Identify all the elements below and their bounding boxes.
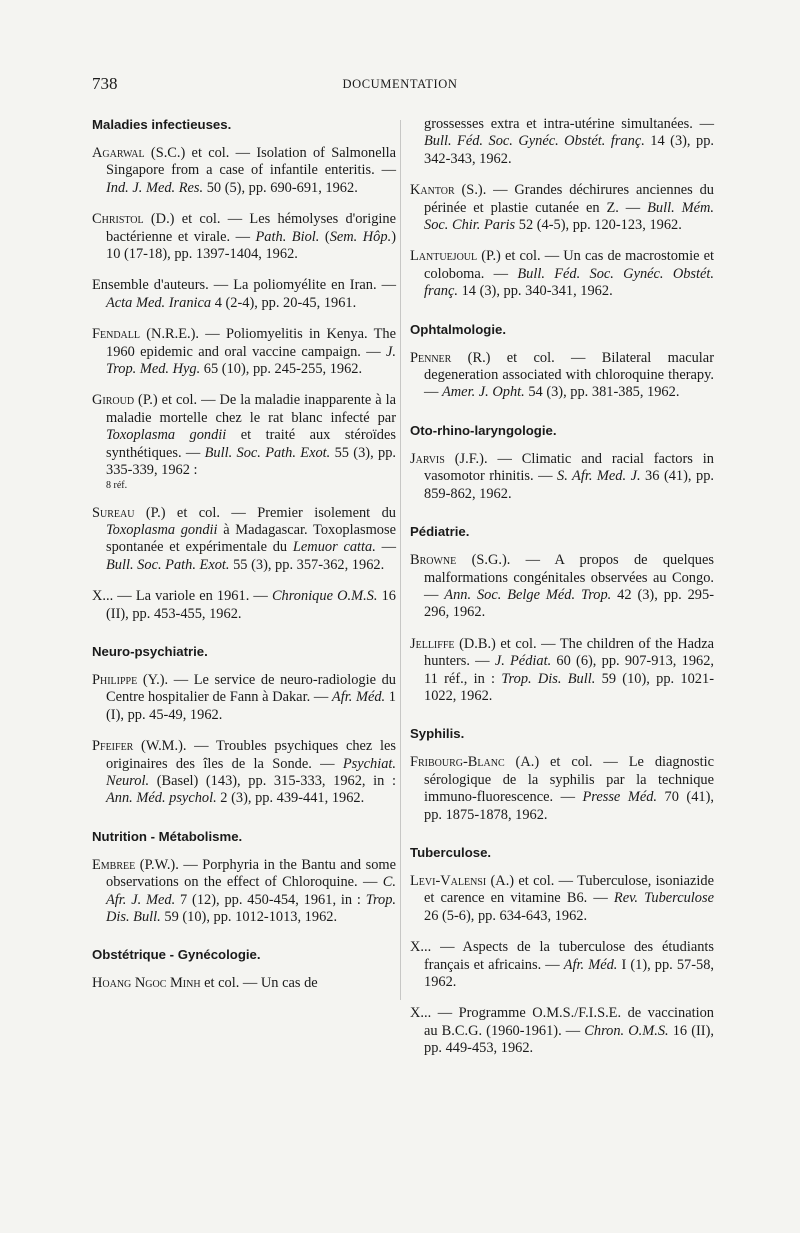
journal: Chronique O.M.S. (271, 588, 378, 605)
journal: Sem. Hôp. (329, 228, 392, 245)
entry-text: 59 (10), pp. 1021-1022, 1962. (424, 670, 714, 704)
reference-entry (410, 636, 714, 706)
journal: Bull. Soc. Path. Exot. (204, 444, 331, 461)
section-heading: Pédiatrie. (410, 524, 470, 540)
entry-text: I (1), pp. 57-58, 1962. (424, 956, 715, 990)
journal: Bull. Féd. Soc. Gynéc. Obstét. franç. (424, 133, 645, 150)
species-name: Toxoplasma gondii (106, 427, 227, 444)
author: Fendall (92, 326, 140, 343)
author: Jelliffe (410, 635, 455, 652)
journal: Amer. J. Opht. (442, 384, 525, 401)
author: Kantor (410, 182, 455, 199)
journal: Chron. O.M.S. (584, 1022, 669, 1039)
entry-text: (P.W.). — Porphyria in the Bantu and some observations on the effect of Chloroquine. — (106, 856, 396, 891)
entry-text: 2 (3), pp. 439-441, 1962. (216, 790, 365, 807)
journal: Trop. Dis. Bull. (501, 670, 596, 687)
reference-entry (410, 1005, 714, 1057)
reference-entry (92, 392, 396, 490)
journal: Bull. Féd. Soc. Gynéc. Obstét. franç. (424, 265, 714, 300)
author: Levi-Valensi (410, 872, 487, 889)
left-column (92, 116, 396, 1007)
entry-text: 16 (II), pp. 453-455, 1962. (106, 588, 396, 622)
entry-text: ) 10 (17-18), pp. 1397-1404, 1962. (106, 228, 396, 263)
entry-text: à Madagascar. Toxoplasmose spontanée et expérimentale du (106, 521, 396, 556)
reference-entry (92, 588, 396, 623)
section-heading: Nutrition - Métabolisme. (92, 828, 243, 844)
author: Lantuejoul (410, 248, 478, 265)
reference-entry (410, 248, 714, 300)
entry-text: 55 (3), pp. 335-339, 1962 : (106, 444, 396, 479)
author: Browne (410, 552, 457, 569)
journal: Psychiat. Neurol. (106, 755, 396, 789)
entry-text: (S.C.) et col. — Isolation of Salmonella Singapore from a case of infantile enteritis. — (106, 145, 396, 179)
entry-text: (P.) et col. — Un cas de macrostomie et coloboma. — (424, 248, 714, 282)
entry-text: 42 (3), pp. 295-296, 1962. (424, 586, 714, 621)
entry-text: 26 (5-6), pp. 634-643, 1962. (424, 907, 588, 924)
entry-text: 16 (II), pp. 449-453, 1962. (424, 1022, 714, 1057)
entry-text: (W.M.). — Troubles psychiques chez les originaires des îles de la Sonde. — (106, 738, 396, 772)
section-heading: Tuberculose. (410, 844, 492, 860)
entry-text: — (375, 539, 396, 556)
entry-text: (S.G.). — A propos de quelques malformations congénitales observées au Congo. — (424, 552, 714, 603)
entry-text: 60 (6), pp. 907-913, 1962, 11 réf., in : (424, 653, 714, 687)
entry-text: (S.). — Grandes déchirures anciennes du périnée et plastie cutanée en Z. — (424, 182, 714, 216)
species-name: Toxoplasma gondii (106, 521, 218, 538)
running-title: DOCUMENTATION (342, 77, 458, 91)
entry-text: (J.F.). — Climatic and racial factors in vasomotor rhinitis. — (424, 450, 714, 485)
entry-text: (D.B.) et col. — The children of the Hadza hunters. — (424, 635, 714, 670)
section-heading: Oto-rhino-laryngologie. (410, 422, 557, 438)
entry-text: (P.) et col. — De la maladie inapparente à la maladie mortelle chez le rat blanc infecté par (106, 392, 396, 426)
author: Penner (410, 349, 452, 366)
journal: Presse Méd. (582, 789, 657, 806)
species-name: Lemuor catta. (292, 539, 376, 556)
reference-entry (410, 939, 714, 991)
entry-text: (A.) et col. — Tuberculose, isoniazide et carence en vitamine B6. — (424, 872, 714, 907)
entry-text: (R.) et col. — Bilateral macular degeneration associated with chloroquine therapy. — (424, 349, 714, 401)
journal: Bull. Mém. Soc. Chir. Paris (424, 199, 715, 234)
journal: Path. Biol. (255, 228, 320, 245)
journal: C. Afr. J. Med. (106, 874, 396, 908)
author: Fribourg-Blanc (410, 754, 505, 771)
journal: J. Trop. Med. Hyg. (106, 343, 396, 378)
column-divider (400, 120, 401, 1000)
entry-text: (D.) et col. — Les hémolyses d'origine bactérienne et virale. — (106, 211, 396, 245)
journal: S. Afr. Med. J. (557, 468, 641, 485)
journal: Ann. Soc. Belge Méd. Trop. (444, 586, 612, 603)
entry-text: 14 (3), pp. 342-343, 1962. (424, 133, 714, 167)
journal: Trop. Dis. Bull. (106, 891, 396, 925)
journal: Afr. Méd. (331, 689, 386, 706)
reference-entry (92, 211, 396, 263)
entry-text: (Basel) (143), pp. 315-333, 1962, in : (149, 772, 396, 789)
right-column (410, 116, 714, 1072)
author: Philippe (92, 671, 138, 688)
entry-text: (N.R.E.). — Poliomyelitis in Kenya. The 1960 epidemic and oral vaccine campaign. — (106, 326, 396, 360)
entry-text: Ensemble d'auteurs. — La poliomyélite en Iran. — (92, 277, 396, 294)
reference-count-note: 8 réf. (106, 479, 128, 491)
section-heading: Ophtalmologie. (410, 321, 506, 337)
reference-entry (92, 857, 396, 927)
entry-text: 50 (5), pp. 690-691, 1962. (203, 179, 358, 196)
section-heading: Syphilis. (410, 726, 465, 742)
entry-text: et traité aux stéroïdes synthétiques. — (106, 427, 396, 461)
reference-entry (92, 145, 396, 197)
section-heading: Maladies infectieuses. (92, 117, 232, 132)
author: Jarvis (410, 450, 445, 467)
entry-text: 52 (4-5), pp. 120-123, 1962. (515, 217, 682, 234)
reference-entry (92, 738, 396, 808)
journal: Ann. Méd. psychol. (106, 790, 217, 807)
entry-text: 1 (I), pp. 45-49, 1962. (106, 689, 397, 723)
entry-text: 14 (3), pp. 340-341, 1962. (457, 283, 613, 300)
author: Agarwal (92, 145, 145, 161)
author: Christol (92, 211, 144, 228)
journal: Rev. Tuberculose (613, 890, 714, 907)
entry-text: 65 (10), pp. 245-255, 1962. (200, 361, 363, 378)
section-heading: Neuro-psychiatrie. (92, 643, 208, 659)
author: Hoang Ngoc Minh (92, 975, 201, 992)
entry-text: (Y.). — Le service de neuro-radiologie du Centre hospitalier de Fann à Dakar. — (106, 671, 396, 706)
entry-text: X... — Aspects de la tuberculose des étudiants français et africains. — (410, 939, 714, 973)
entry-text: 55 (3), pp. 357-362, 1962. (229, 556, 385, 573)
reference-entry-continued (410, 116, 714, 168)
entry-text: grossesses extra et intra-utérine simultanées. — (424, 116, 714, 132)
reference-entry (92, 672, 396, 724)
section-heading: Obstétrique - Gynécologie. (92, 947, 261, 963)
page-header (92, 74, 708, 98)
author: Pfeifer (92, 738, 134, 755)
reference-entry (410, 873, 714, 925)
entry-text: (P.) et col. — Premier isolement du (134, 504, 396, 521)
author: Giroud (92, 392, 135, 409)
page-number: 738 (92, 74, 118, 93)
entry-text: 54 (3), pp. 381-385, 1962. (524, 384, 680, 401)
reference-entry (92, 975, 396, 992)
reference-entry (410, 350, 714, 402)
journal: Acta Med. Iranica (106, 294, 212, 311)
reference-entry (410, 754, 714, 824)
journal: Ind. J. Med. Res. (106, 179, 204, 196)
author: Embree (92, 856, 136, 873)
reference-entry (410, 451, 714, 503)
entry-text: 36 (41), pp. 859-862, 1962. (424, 468, 714, 502)
reference-entry (92, 326, 396, 378)
entry-text: X... — La variole en 1961. — (92, 588, 272, 605)
journal: Afr. Méd. (563, 956, 618, 973)
entry-text: X... — Programme O.M.S./F.I.S.E. de vaccination au B.C.G. (1960-1961). — (410, 1005, 714, 1039)
reference-entry (92, 505, 396, 575)
entry-text: 59 (10), pp. 1012-1013, 1962. (160, 909, 338, 925)
reference-entry (92, 277, 396, 312)
entry-text: ( (319, 228, 330, 245)
entry-text: 7 (12), pp. 450-454, 1961, in : (175, 891, 366, 908)
author: Sureau (92, 504, 135, 521)
reference-entry (410, 182, 714, 234)
reference-entry (410, 552, 714, 622)
entry-text: 70 (41), pp. 1875-1878, 1962. (424, 789, 714, 823)
entry-text: et col. — Un cas de (200, 975, 318, 992)
journal: J. Pédiat. (494, 653, 552, 670)
journal: Bull. Soc. Path. Exot. (106, 556, 230, 573)
entry-text: (A.) et col. — Le diagnostic sérologique de la syphilis par la technique immuno-fluorescence. — (424, 754, 714, 806)
entry-text: 4 (2-4), pp. 20-45, 1961. (211, 294, 357, 311)
